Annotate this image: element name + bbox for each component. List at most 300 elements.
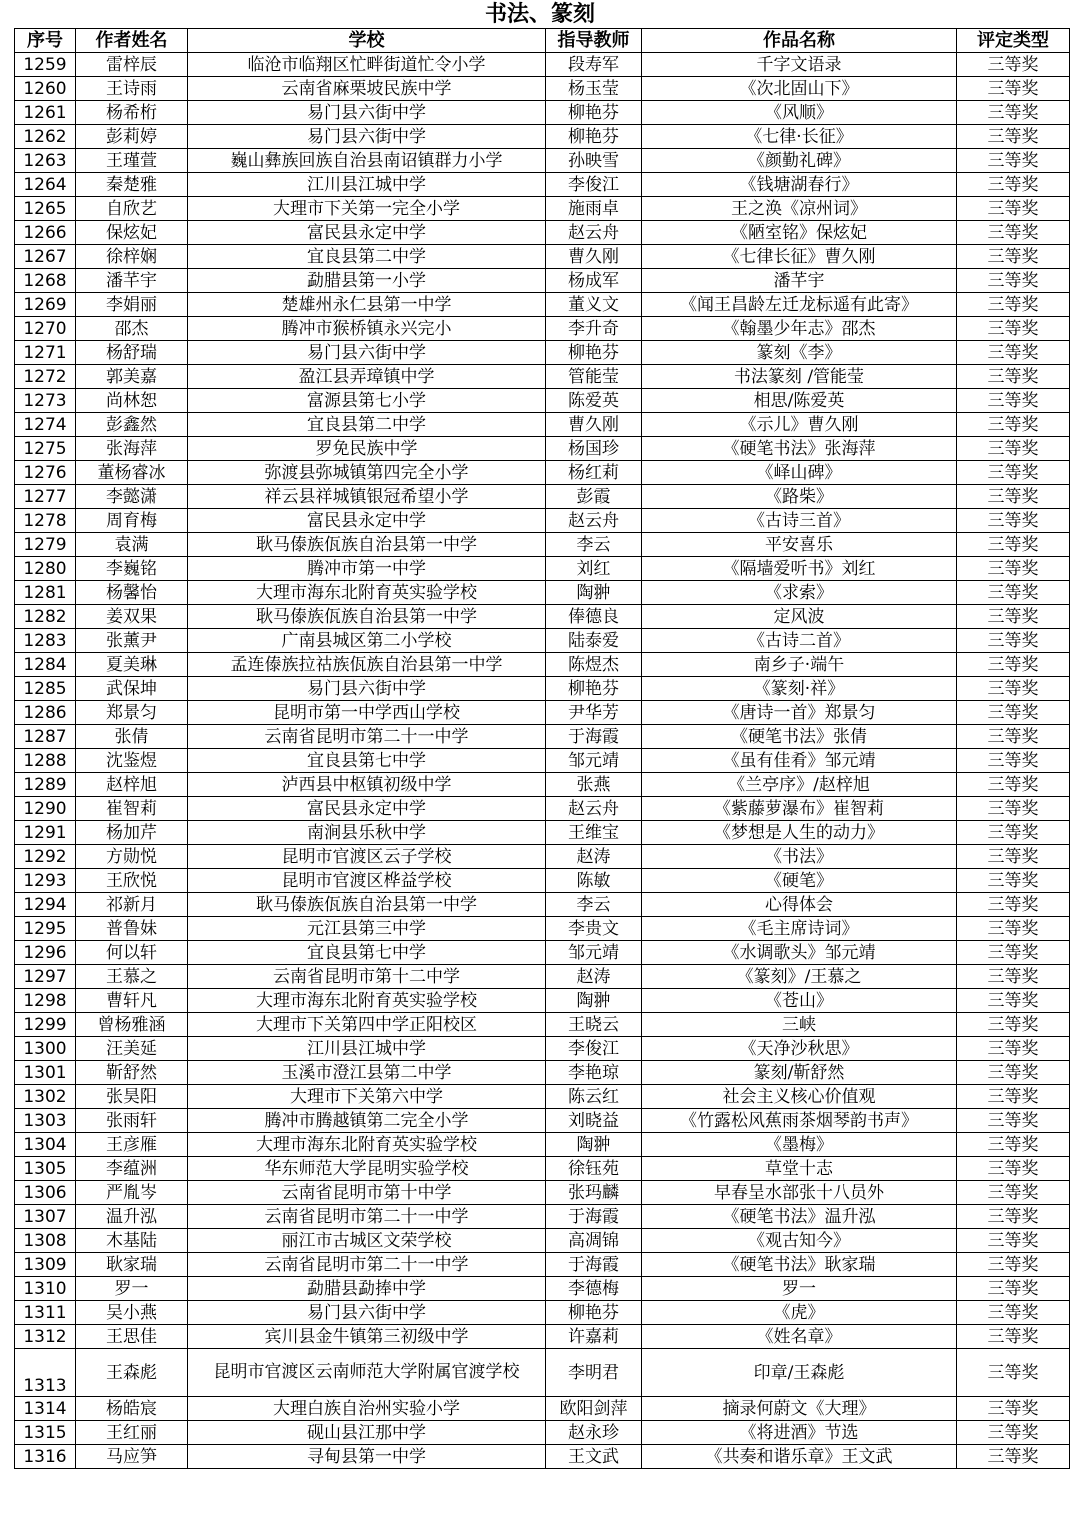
cell-work: 心得体会 (642, 893, 957, 917)
cell-work: 《苍山》 (642, 989, 957, 1013)
cell-award: 三等奖 (957, 101, 1070, 125)
cell-author: 周育梅 (76, 509, 188, 533)
cell-school: 易门县六街中学 (188, 125, 546, 149)
cell-index: 1265 (15, 197, 76, 221)
cell-teacher: 王晓云 (546, 1013, 642, 1037)
cell-teacher: 赵涛 (546, 965, 642, 989)
cell-index: 1281 (15, 581, 76, 605)
cell-index: 1287 (15, 725, 76, 749)
cell-index: 1264 (15, 173, 76, 197)
cell-index: 1263 (15, 149, 76, 173)
header-author: 作者姓名 (76, 29, 188, 53)
cell-award: 三等奖 (957, 605, 1070, 629)
cell-author: 彭莉婷 (76, 125, 188, 149)
cell-school: 华东师范大学昆明实验学校 (188, 1157, 546, 1181)
cell-award: 三等奖 (957, 1277, 1070, 1301)
cell-teacher: 李贵文 (546, 917, 642, 941)
table-row (15, 509, 1070, 533)
cell-school: 宾川县金牛镇第三初级中学 (188, 1325, 546, 1349)
cell-teacher: 陆泰爱 (546, 629, 642, 653)
cell-index: 1314 (15, 1397, 76, 1421)
cell-author: 普鲁妹 (76, 917, 188, 941)
cell-author: 邵杰 (76, 317, 188, 341)
cell-author: 杨馨怡 (76, 581, 188, 605)
cell-work: 《峄山碑》 (642, 461, 957, 485)
cell-author: 耿家瑞 (76, 1253, 188, 1277)
cell-index: 1292 (15, 845, 76, 869)
table-row (15, 413, 1070, 437)
cell-work: 《硬笔书法》张海萍 (642, 437, 957, 461)
cell-work: 《竹露松风蕉雨茶烟琴韵书声》 (642, 1109, 957, 1133)
cell-school: 临沧市临翔区忙畔街道忙令小学 (188, 53, 546, 77)
cell-teacher: 柳艳芬 (546, 125, 642, 149)
cell-index: 1304 (15, 1133, 76, 1157)
cell-teacher: 于海霞 (546, 725, 642, 749)
table-row (15, 1349, 1070, 1397)
table-row (15, 653, 1070, 677)
cell-award: 三等奖 (957, 749, 1070, 773)
table-row (15, 1133, 1070, 1157)
cell-award: 三等奖 (957, 1445, 1070, 1469)
cell-index: 1273 (15, 389, 76, 413)
cell-author: 王思佳 (76, 1325, 188, 1349)
cell-school: 易门县六街中学 (188, 1301, 546, 1325)
cell-index: 1308 (15, 1229, 76, 1253)
cell-author: 徐梓娴 (76, 245, 188, 269)
cell-school: 云南省昆明市第二十一中学 (188, 1253, 546, 1277)
cell-teacher: 赵永珍 (546, 1421, 642, 1445)
cell-award: 三等奖 (957, 725, 1070, 749)
header-award: 评定类型 (957, 29, 1070, 53)
cell-teacher: 赵云舟 (546, 221, 642, 245)
cell-index: 1275 (15, 437, 76, 461)
table-row (15, 1181, 1070, 1205)
cell-author: 彭鑫然 (76, 413, 188, 437)
cell-award: 三等奖 (957, 1421, 1070, 1445)
table-row (15, 701, 1070, 725)
cell-index: 1290 (15, 797, 76, 821)
cell-school: 昆明市第一中学西山学校 (188, 701, 546, 725)
table-row (15, 365, 1070, 389)
cell-award: 三等奖 (957, 269, 1070, 293)
cell-work: 《将进酒》节选 (642, 1421, 957, 1445)
table-row (15, 1253, 1070, 1277)
cell-work: 《古诗二首》 (642, 629, 957, 653)
cell-index: 1268 (15, 269, 76, 293)
cell-award: 三等奖 (957, 245, 1070, 269)
cell-author: 李娟丽 (76, 293, 188, 317)
cell-index: 1299 (15, 1013, 76, 1037)
cell-award: 三等奖 (957, 629, 1070, 653)
cell-award: 三等奖 (957, 1061, 1070, 1085)
cell-work: 《天净沙秋思》 (642, 1037, 957, 1061)
cell-teacher: 李俊江 (546, 173, 642, 197)
cell-teacher: 彭霞 (546, 485, 642, 509)
cell-work: 书法篆刻 /管能莹 (642, 365, 957, 389)
table-row (15, 941, 1070, 965)
table-row (15, 1013, 1070, 1037)
cell-index: 1274 (15, 413, 76, 437)
cell-award: 三等奖 (957, 1157, 1070, 1181)
table-row (15, 1061, 1070, 1085)
cell-index: 1307 (15, 1205, 76, 1229)
cell-teacher: 陈敏 (546, 869, 642, 893)
cell-award: 三等奖 (957, 1301, 1070, 1325)
table-row (15, 221, 1070, 245)
cell-author: 王红丽 (76, 1421, 188, 1445)
cell-school: 大理市下关第四中学正阳校区 (188, 1013, 546, 1037)
table-row (15, 101, 1070, 125)
cell-award: 三等奖 (957, 965, 1070, 989)
cell-author: 董杨睿冰 (76, 461, 188, 485)
cell-author: 李巍铭 (76, 557, 188, 581)
cell-author: 马应笋 (76, 1445, 188, 1469)
cell-award: 三等奖 (957, 581, 1070, 605)
cell-author: 袁满 (76, 533, 188, 557)
cell-author: 方勋悦 (76, 845, 188, 869)
cell-work: 平安喜乐 (642, 533, 957, 557)
cell-award: 三等奖 (957, 389, 1070, 413)
cell-index: 1288 (15, 749, 76, 773)
table-row (15, 173, 1070, 197)
cell-teacher: 邹元靖 (546, 749, 642, 773)
cell-teacher: 董义文 (546, 293, 642, 317)
table-row (15, 557, 1070, 581)
cell-author: 张昊阳 (76, 1085, 188, 1109)
cell-author: 郑景匀 (76, 701, 188, 725)
cell-teacher: 王维宝 (546, 821, 642, 845)
cell-school: 江川县江城中学 (188, 173, 546, 197)
cell-work: 《示儿》曹久刚 (642, 413, 957, 437)
cell-work: 篆刻/靳舒然 (642, 1061, 957, 1085)
table-row (15, 389, 1070, 413)
cell-work: 《陋室铭》保炫妃 (642, 221, 957, 245)
cell-school: 勐腊县第一小学 (188, 269, 546, 293)
cell-school: 楚雄州永仁县第一中学 (188, 293, 546, 317)
cell-award: 三等奖 (957, 701, 1070, 725)
cell-work: 《七律·长征》 (642, 125, 957, 149)
cell-index: 1276 (15, 461, 76, 485)
cell-author: 张海萍 (76, 437, 188, 461)
cell-award: 三等奖 (957, 1013, 1070, 1037)
awards-table (14, 28, 1070, 1469)
cell-teacher: 俸德良 (546, 605, 642, 629)
cell-school: 云南省昆明市第二十一中学 (188, 1205, 546, 1229)
cell-work: 《姓名章》 (642, 1325, 957, 1349)
table-row (15, 485, 1070, 509)
cell-work: 草堂十志 (642, 1157, 957, 1181)
cell-index: 1291 (15, 821, 76, 845)
cell-index: 1260 (15, 77, 76, 101)
cell-teacher: 刘红 (546, 557, 642, 581)
cell-work: 《颜勤礼碑》 (642, 149, 957, 173)
cell-teacher: 柳艳芬 (546, 677, 642, 701)
cell-index: 1301 (15, 1061, 76, 1085)
cell-index: 1261 (15, 101, 76, 125)
cell-index: 1267 (15, 245, 76, 269)
cell-index: 1293 (15, 869, 76, 893)
cell-work: 篆刻《李》 (642, 341, 957, 365)
cell-school: 祥云县祥城镇银冠希望小学 (188, 485, 546, 509)
cell-school: 宜良县第七中学 (188, 941, 546, 965)
cell-teacher: 陈爱英 (546, 389, 642, 413)
cell-index: 1294 (15, 893, 76, 917)
cell-award: 三等奖 (957, 77, 1070, 101)
cell-award: 三等奖 (957, 173, 1070, 197)
cell-author: 张薰尹 (76, 629, 188, 653)
cell-work: 《梦想是人生的动力》 (642, 821, 957, 845)
cell-author: 武保坤 (76, 677, 188, 701)
cell-school: 昆明市官渡区云南师范大学附属官渡学校 (188, 1349, 546, 1397)
cell-work: 《隔墙爱听书》刘红 (642, 557, 957, 581)
cell-award: 三等奖 (957, 485, 1070, 509)
table-row (15, 917, 1070, 941)
cell-author: 赵梓旭 (76, 773, 188, 797)
table-row (15, 1421, 1070, 1445)
cell-work: 相思/陈爱英 (642, 389, 957, 413)
table-row (15, 1157, 1070, 1181)
cell-work: 《兰亭序》/赵梓旭 (642, 773, 957, 797)
cell-author: 郭美嘉 (76, 365, 188, 389)
table-row (15, 269, 1070, 293)
table-row (15, 1205, 1070, 1229)
cell-index: 1297 (15, 965, 76, 989)
table-row (15, 845, 1070, 869)
cell-school: 云南省昆明市第十中学 (188, 1181, 546, 1205)
cell-index: 1270 (15, 317, 76, 341)
table-row (15, 77, 1070, 101)
table-row (15, 965, 1070, 989)
cell-teacher: 曹久刚 (546, 413, 642, 437)
cell-award: 三等奖 (957, 341, 1070, 365)
cell-school: 寻甸县第一中学 (188, 1445, 546, 1469)
cell-teacher: 孙映雪 (546, 149, 642, 173)
cell-author: 姜双果 (76, 605, 188, 629)
cell-award: 三等奖 (957, 1085, 1070, 1109)
cell-award: 三等奖 (957, 293, 1070, 317)
cell-award: 三等奖 (957, 533, 1070, 557)
cell-work: 《硬笔书法》温升泓 (642, 1205, 957, 1229)
cell-school: 大理市海东北附育英实验学校 (188, 1133, 546, 1157)
cell-teacher: 高凋锦 (546, 1229, 642, 1253)
cell-index: 1277 (15, 485, 76, 509)
cell-teacher: 赵云舟 (546, 509, 642, 533)
cell-teacher: 管能莹 (546, 365, 642, 389)
cell-teacher: 段寿军 (546, 53, 642, 77)
table-row (15, 1277, 1070, 1301)
cell-author: 王瑾萱 (76, 149, 188, 173)
cell-award: 三等奖 (957, 1205, 1070, 1229)
cell-author: 曹轩凡 (76, 989, 188, 1013)
cell-teacher: 王文武 (546, 1445, 642, 1469)
table-row (15, 677, 1070, 701)
cell-work: 潘芊宇 (642, 269, 957, 293)
table-row (15, 1037, 1070, 1061)
cell-award: 三等奖 (957, 653, 1070, 677)
cell-award: 三等奖 (957, 125, 1070, 149)
cell-school: 易门县六街中学 (188, 341, 546, 365)
cell-school: 昆明市官渡区桦益学校 (188, 869, 546, 893)
cell-author: 汪美延 (76, 1037, 188, 1061)
cell-award: 三等奖 (957, 1397, 1070, 1421)
cell-author: 杨舒瑞 (76, 341, 188, 365)
cell-teacher: 刘晓益 (546, 1109, 642, 1133)
cell-award: 三等奖 (957, 221, 1070, 245)
cell-teacher: 李俊江 (546, 1037, 642, 1061)
cell-school: 罗免民族中学 (188, 437, 546, 461)
cell-teacher: 尹华芳 (546, 701, 642, 725)
cell-school: 云南省昆明市第十二中学 (188, 965, 546, 989)
cell-work: 定风波 (642, 605, 957, 629)
cell-author: 自欣艺 (76, 197, 188, 221)
cell-index: 1313 (15, 1349, 76, 1397)
cell-index: 1284 (15, 653, 76, 677)
cell-index: 1269 (15, 293, 76, 317)
cell-work: 《观古知今》 (642, 1229, 957, 1253)
cell-award: 三等奖 (957, 557, 1070, 581)
cell-school: 耿马傣族佤族自治县第一中学 (188, 533, 546, 557)
cell-teacher: 赵涛 (546, 845, 642, 869)
table-row (15, 581, 1070, 605)
cell-author: 雷梓辰 (76, 53, 188, 77)
table-body (15, 53, 1070, 1469)
header-school: 学校 (188, 29, 546, 53)
cell-author: 杨加芹 (76, 821, 188, 845)
cell-teacher: 杨国珍 (546, 437, 642, 461)
cell-teacher: 李艳琼 (546, 1061, 642, 1085)
cell-school: 腾冲市腾越镇第二完全小学 (188, 1109, 546, 1133)
cell-school: 昆明市官渡区云子学校 (188, 845, 546, 869)
cell-author: 木基陆 (76, 1229, 188, 1253)
cell-author: 尚林恕 (76, 389, 188, 413)
cell-work: 南乡子·端午 (642, 653, 957, 677)
cell-author: 祁新月 (76, 893, 188, 917)
cell-award: 三等奖 (957, 1133, 1070, 1157)
cell-work: 《虽有佳肴》邹元靖 (642, 749, 957, 773)
cell-award: 三等奖 (957, 461, 1070, 485)
cell-school: 耿马傣族佤族自治县第一中学 (188, 893, 546, 917)
table-row (15, 1397, 1070, 1421)
cell-author: 温升泓 (76, 1205, 188, 1229)
cell-work: 王之涣《凉州词》 (642, 197, 957, 221)
cell-author: 何以轩 (76, 941, 188, 965)
table-row (15, 533, 1070, 557)
cell-work: 《钱塘湖春行》 (642, 173, 957, 197)
cell-school: 富民县永定中学 (188, 221, 546, 245)
cell-award: 三等奖 (957, 677, 1070, 701)
cell-work: 《唐诗一首》郑景匀 (642, 701, 957, 725)
cell-index: 1266 (15, 221, 76, 245)
cell-school: 大理市下关第六中学 (188, 1085, 546, 1109)
cell-school: 富源县第七小学 (188, 389, 546, 413)
cell-award: 三等奖 (957, 53, 1070, 77)
cell-author: 王欣悦 (76, 869, 188, 893)
cell-school: 大理市海东北附育英实验学校 (188, 581, 546, 605)
cell-award: 三等奖 (957, 437, 1070, 461)
cell-school: 云南省麻栗坡民族中学 (188, 77, 546, 101)
cell-author: 王慕之 (76, 965, 188, 989)
cell-index: 1306 (15, 1181, 76, 1205)
cell-award: 三等奖 (957, 317, 1070, 341)
cell-teacher: 于海霞 (546, 1253, 642, 1277)
table-row (15, 893, 1070, 917)
header-teacher: 指导教师 (546, 29, 642, 53)
cell-author: 潘芊宇 (76, 269, 188, 293)
cell-teacher: 杨红莉 (546, 461, 642, 485)
cell-work: 《水调歌头》邹元靖 (642, 941, 957, 965)
cell-teacher: 张玛麟 (546, 1181, 642, 1205)
table-row (15, 1445, 1070, 1469)
cell-school: 弥渡县弥城镇第四完全小学 (188, 461, 546, 485)
cell-teacher: 许嘉莉 (546, 1325, 642, 1349)
cell-work: 《闻王昌龄左迁龙标遥有此寄》 (642, 293, 957, 317)
cell-school: 南涧县乐秋中学 (188, 821, 546, 845)
table-row (15, 341, 1070, 365)
cell-index: 1300 (15, 1037, 76, 1061)
table-row (15, 773, 1070, 797)
cell-work: 《古诗三首》 (642, 509, 957, 533)
cell-award: 三等奖 (957, 149, 1070, 173)
cell-author: 王森彪 (76, 1349, 188, 1397)
cell-school: 宜良县第二中学 (188, 413, 546, 437)
cell-index: 1278 (15, 509, 76, 533)
cell-work: 《紫藤萝瀑布》崔智莉 (642, 797, 957, 821)
cell-work: 《次北固山下》 (642, 77, 957, 101)
table-row (15, 989, 1070, 1013)
cell-teacher: 李云 (546, 533, 642, 557)
table-row (15, 821, 1070, 845)
cell-teacher: 杨玉莹 (546, 77, 642, 101)
cell-school: 元江县第三中学 (188, 917, 546, 941)
cell-teacher: 施雨卓 (546, 197, 642, 221)
cell-teacher: 曹久刚 (546, 245, 642, 269)
cell-work: 早春呈水部张十八员外 (642, 1181, 957, 1205)
cell-work: 《路柴》 (642, 485, 957, 509)
cell-school: 玉溪市澄江县第二中学 (188, 1061, 546, 1085)
cell-school: 宜良县第七中学 (188, 749, 546, 773)
cell-teacher: 徐钰苑 (546, 1157, 642, 1181)
table-row (15, 725, 1070, 749)
cell-index: 1280 (15, 557, 76, 581)
table-header-row (15, 29, 1070, 53)
table-row (15, 1301, 1070, 1325)
cell-work: 《共奏和谐乐章》王文武 (642, 1445, 957, 1469)
cell-index: 1296 (15, 941, 76, 965)
cell-work: 千字文语录 (642, 53, 957, 77)
cell-author: 张雨轩 (76, 1109, 188, 1133)
cell-school: 云南省昆明市第二十一中学 (188, 725, 546, 749)
cell-work: 《墨梅》 (642, 1133, 957, 1157)
cell-award: 三等奖 (957, 893, 1070, 917)
cell-school: 砚山县江那中学 (188, 1421, 546, 1445)
cell-index: 1316 (15, 1445, 76, 1469)
cell-school: 腾冲市猴桥镇永兴完小 (188, 317, 546, 341)
cell-index: 1285 (15, 677, 76, 701)
cell-index: 1309 (15, 1253, 76, 1277)
cell-school: 大理白族自治州实验小学 (188, 1397, 546, 1421)
cell-award: 三等奖 (957, 941, 1070, 965)
cell-work: 《求索》 (642, 581, 957, 605)
table-row (15, 53, 1070, 77)
cell-index: 1303 (15, 1109, 76, 1133)
cell-award: 三等奖 (957, 821, 1070, 845)
cell-work: 《篆刻·祥》 (642, 677, 957, 701)
cell-school: 孟连傣族拉祜族佤族自治县第一中学 (188, 653, 546, 677)
cell-work: 摘录何蔚文《大理》 (642, 1397, 957, 1421)
cell-author: 李蕴洲 (76, 1157, 188, 1181)
cell-index: 1312 (15, 1325, 76, 1349)
cell-school: 耿马傣族佤族自治县第一中学 (188, 605, 546, 629)
